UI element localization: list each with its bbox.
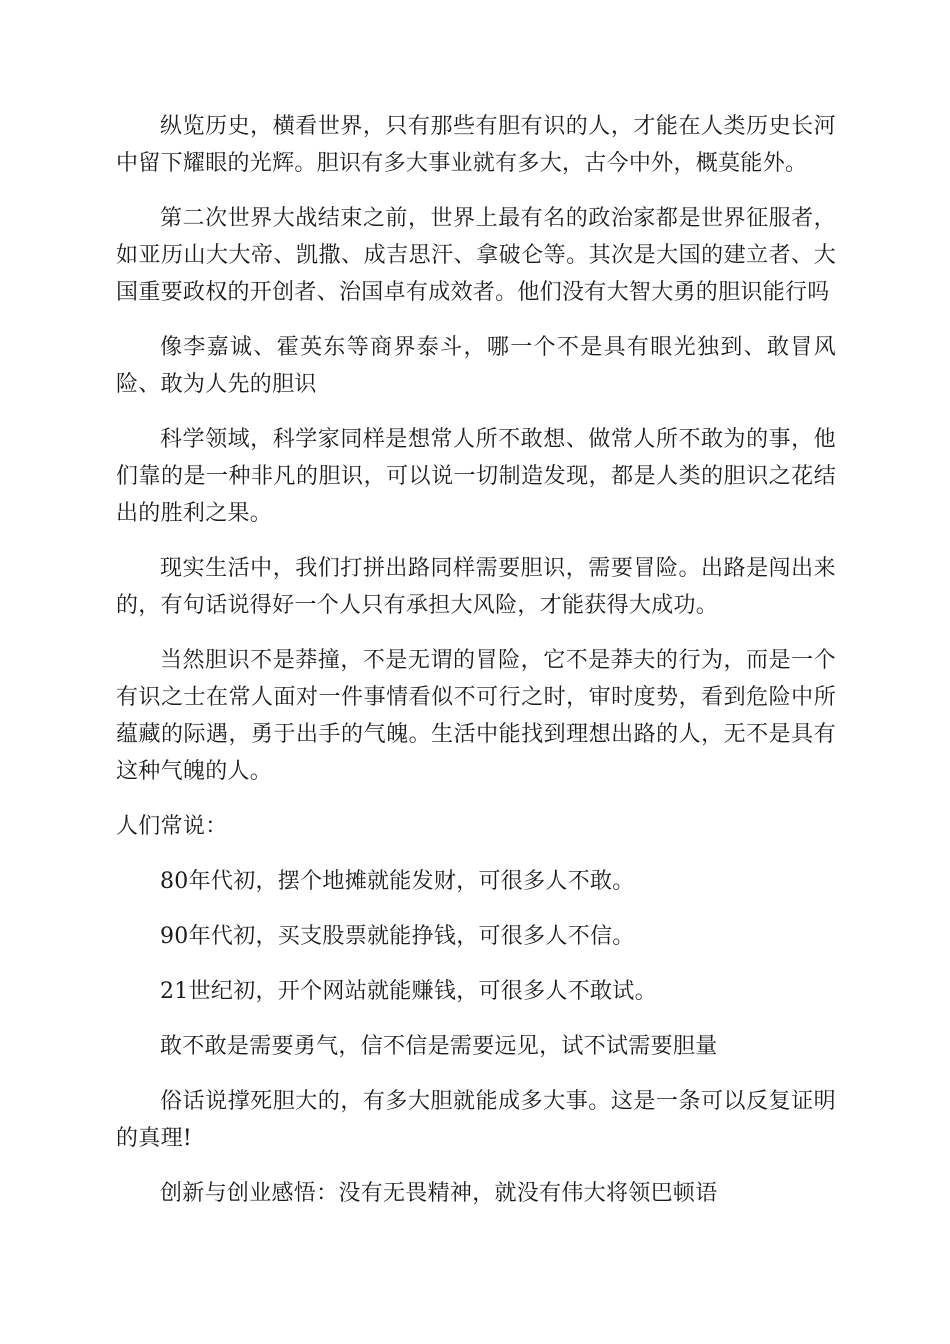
paragraph-4: 科学领域，科学家同样是想常人所不敢想、做常人所不敢为的事，他们靠的是一种非凡的胆识，可以说一切制造发现，都是人类的胆识之花结出的胜利之果。 (116, 427, 836, 526)
paragraph-13: 创新与创业感悟：没有无畏精神，就没有伟大将领巴顿语 (160, 1181, 718, 1206)
paragraph-2: 第二次世界大战结束之前，世界上最有名的政治家都是世界征服者，如亚历山大大帝、凯撒、成吉思汗、拿破仑等。其次是大国的建立者、大国重要政权的开创者、治国卓有成效者。他们没有大智大勇的胆识能行吗 (116, 206, 836, 305)
paragraph-12: 俗话说撑死胆大的，有多大胆就能成多大事。这是一条可以反复证明的真理! (116, 1089, 836, 1151)
paragraph-6: 当然胆识不是莽撞，不是无谓的冒险，它不是莽夫的行为，而是一个有识之士在常人面对一件事情看似不可行之时，审时度势，看到危险中所蕴藏的际遇，勇于出手的气魄。生活中能找到理想出路的人，无不是具有这种气魄的人。 (116, 648, 836, 784)
paragraph-7: 人们常说： (116, 814, 228, 839)
paragraph-3: 像李嘉诚、霍英东等商界泰斗，哪一个不是具有眼光独到、敢冒风险、敢为人先的胆识 (116, 335, 836, 397)
paragraph-1: 纵览历史，横看世界，只有那些有胆有识的人，才能在人类历史长河中留下耀眼的光辉。胆识有多大事业就有多大，古今中外，概莫能外。 (116, 114, 836, 176)
paragraph-10: 21世纪初，开个网站就能赚钱，可很多人不敢试。 (160, 979, 657, 1004)
paragraph-9: 90年代初，买支股票就能挣钱，可很多人不信。 (160, 924, 635, 949)
document-body (116, 108, 836, 1230)
paragraph-5: 现实生活中，我们打拼出路同样需要胆识，需要冒险。出路是闯出来的，有句话说得好一个人只有承担大风险，才能获得大成功。 (116, 556, 836, 618)
paragraph-11: 敢不敢是需要勇气，信不信是需要远见，试不试需要胆量 (160, 1034, 718, 1059)
paragraph-8: 80年代初，摆个地摊就能发财，可很多人不敢。 (160, 869, 635, 894)
